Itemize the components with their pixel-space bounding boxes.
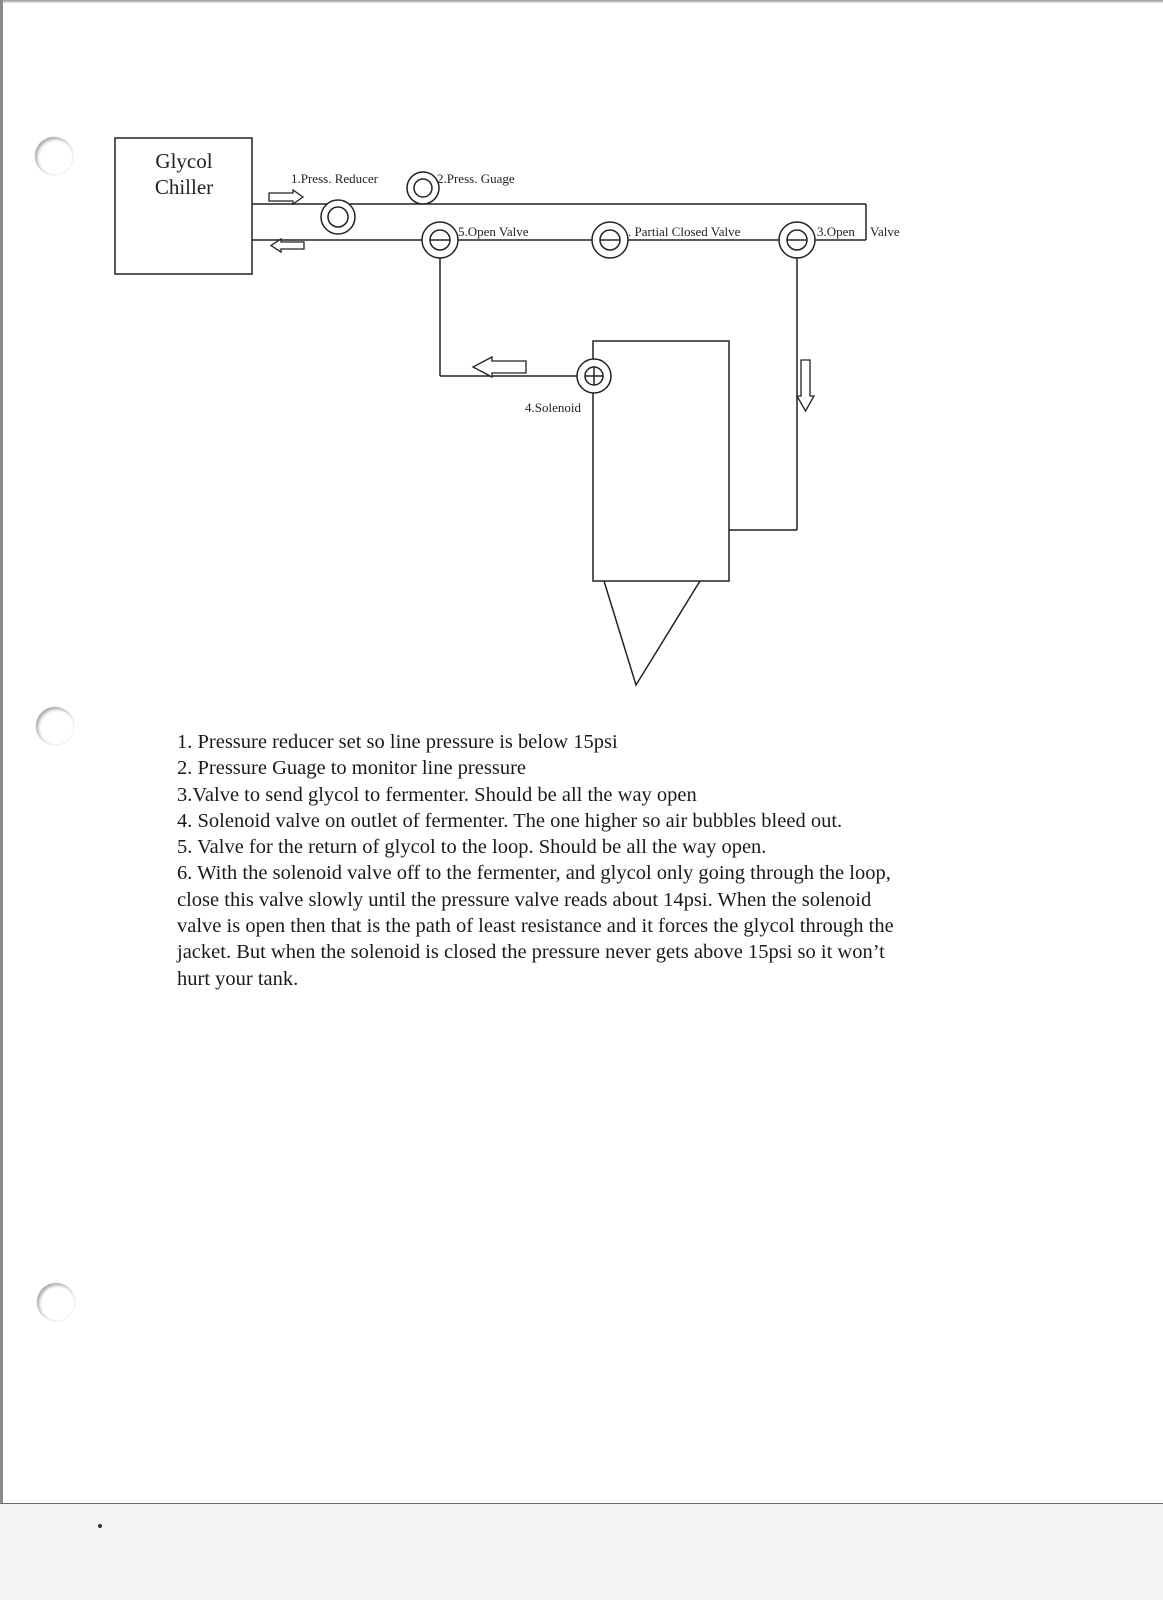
- pressure-reducer-icon: [321, 200, 355, 234]
- solenoid-flow-arrow: [473, 357, 526, 377]
- note-line: valve is open then that is the path of least resistance and it forces the glycol through the: [177, 915, 894, 938]
- partial-closed-valve-icon: [592, 222, 628, 258]
- chiller-label-line2: Chiller: [154, 175, 214, 199]
- note-line: 6. With the solenoid valve off to the fermenter, and glycol only going through the loop,: [177, 862, 891, 885]
- fermenter-cone: [604, 581, 700, 685]
- note-line: hurt your tank.: [177, 967, 299, 990]
- note-line: 4. Solenoid valve on outlet of fermenter. The one higher so air bubbles bleed out.: [177, 809, 843, 832]
- solenoid-label: 4.Solenoid: [525, 400, 581, 415]
- open-valve-3-label: 3.Open: [817, 224, 855, 239]
- open-valve-5-icon: [422, 222, 458, 258]
- pressure-gauge-icon: [407, 172, 439, 204]
- note-line: 5. Valve for the return of glycol to the loop. Should be all the way open.: [177, 836, 767, 859]
- flow-right-arrow: [269, 190, 303, 204]
- punch-hole-bottom: [37, 1283, 75, 1321]
- press-guage-label: 2.Press. Guage: [437, 171, 515, 186]
- open-valve-5-label: 5.Open Valve: [458, 224, 529, 239]
- flow-left-arrow: [271, 239, 304, 252]
- partial-closed-valve-label: . Partial Closed Valve: [628, 224, 741, 239]
- solenoid-valve-icon: [577, 359, 611, 393]
- note-line: 1. Pressure reducer set so line pressure is below 15psi: [177, 731, 618, 753]
- note-line: close this valve slowly until the pressure valve reads about 14psi. When the solenoid: [177, 888, 872, 911]
- open-valve-3-suffix: Valve: [870, 224, 900, 239]
- fermenter-body: [593, 341, 729, 581]
- note-line: jacket. But when the solenoid is closed the pressure never gets above 15psi so it won’t: [177, 941, 885, 964]
- glycol-loop-diagram: [0, 0, 1163, 720]
- press-reducer-label: 1.Press. Reducer: [291, 171, 379, 186]
- chiller-label-line1: Glycol: [155, 149, 213, 173]
- note-line: 2. Pressure Guage to monitor line pressure: [177, 757, 526, 780]
- scan-speck: [98, 1524, 102, 1528]
- jacket-flow-arrow: [797, 360, 814, 411]
- scan-bottom-strip: [0, 1503, 1163, 1600]
- instruction-notes: [177, 729, 977, 992]
- open-valve-3-icon: [779, 222, 815, 258]
- note-line: 3.Valve to send glycol to fermenter. Should be all the way open: [177, 783, 697, 806]
